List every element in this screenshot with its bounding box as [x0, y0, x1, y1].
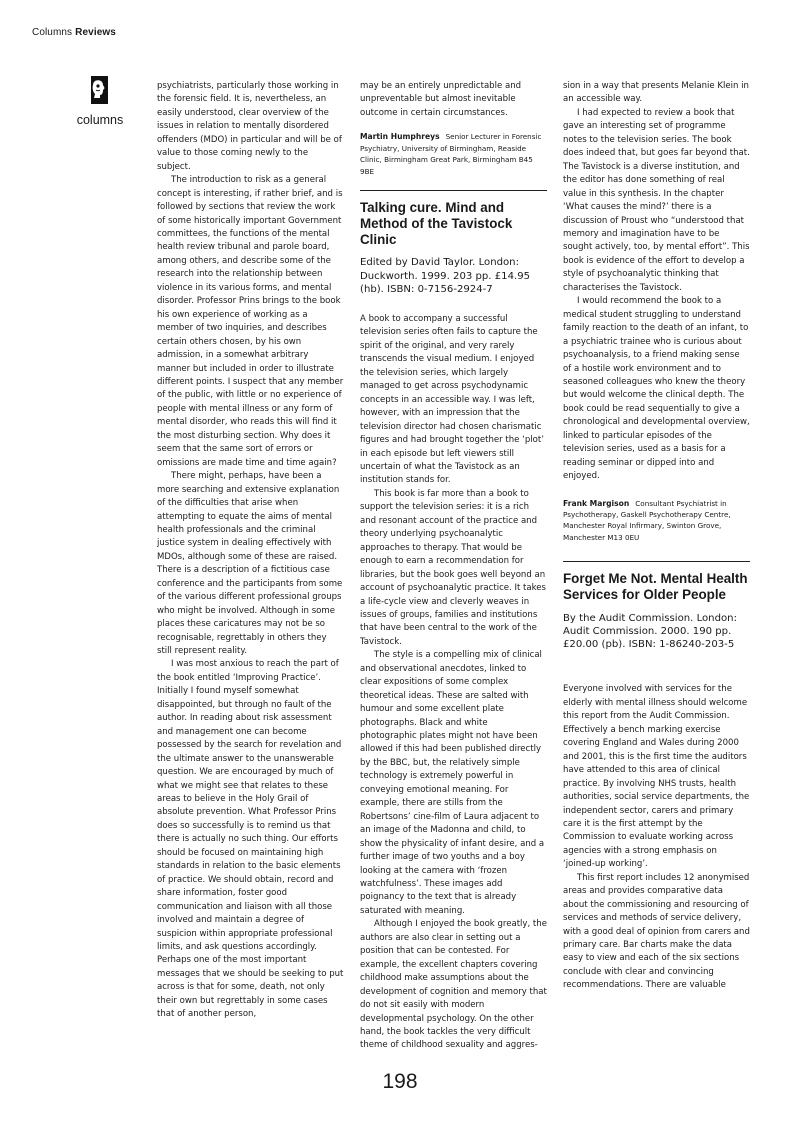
- col3-paragraph-4: This first report includes 12 anonymised areas and provides comparative data about the commissioning and resourcing of services and methods of service delivery, with a good deal of opinion from carers and primary care. Bar charts make the data easy to view and each of the six sections conclude with clear and convincing recommendations. There are valuable: [563, 872, 750, 991]
- col1-paragraph-4: I was most anxious to reach the part of the book entitled ‘Improving Practice’. Initially I found myself somewhat disappointed, but through no fault of the author. In reading about risk assessment and management one can become possessed by the search for revelation and the ultimate answer to the unanswerable question. We are encouraged by much of what we might see that relates to these areas to believe in the Holy Grail of absolute prevention. What Professor Prins does so successfully is to remind us that there is actually no such thing. Our efforts should be focused on maintaining high standards in relation to the basic elements of practice. We should obtain, record and share information, foster good communication and liaison with all those involved and maintain a degree of suspicion within appropriate professional limits, and ask questions accordingly. Perhaps one of the most important messages that we should be seeking to put across is that for some, death, not only their own but regrettably in some cases that of another person,: [157, 659, 344, 1020]
- col2-paragraph-1: A book to accompany a successful television series often fails to capture the spirit of the original, and very rarely transcends the visual medium. I enjoyed the television series, which largely managed to get across psychodynamic concepts in an accessible way. I was left, however, with an impression that the television director had chosen charismatic figures and had brought together the ‘plot’ in each episode but left viewers still uncertain of what the Tavistock as an institution stands for.: [360, 313, 544, 486]
- col2-paragraph-3: The style is a compelling mix of clinical and observational anecdotes, linked to clear expositions of some complex theoretical ideas. These are salted with humour and some excellent plate photographs. Black and white photographic plates might not have been allowed if this had been published directly by the BBC, but, the relatively simple technology is extremely powerful in conveying emotional meaning. For example, there are stills from the Robertsons’ cine-film of Laura adjacent to an image of the Madonna and child, to show the physicality of infant desire, and a further image of two youths and a boy looking at the camera with ‘frozen watchfulness’. These images add poignancy to the text that is already saturated with meaning.: [360, 650, 545, 916]
- reviewer-affiliation-2: Consultant Psychiatrist in Psychotherapy, Gaskell Psychotherapy Centre, Manchester Royal Infirmary, Swinton Grove, Manchester M13 0EU: [563, 498, 731, 542]
- col1-paragraph-2: The introduction to risk as a general concept is interesting, if rather brief, and is followed by sections that review the work of some historically important Government committees, the functions of the mental health review tribunal and parole board, among others, and describe some of the research into the relationship between violence in its various forms, and mental disorder. Professor Prins brings to the book his own experience of working as a member of two inquiries, and describes certain others chosen, by his own admission, in a somewhat arbitrary manner but included in order to illustrate different points. I suspect that any member of the public, with little or no experience of people with mental illness or any form of mental disorder, who reads this will find it the most disturbing section. Why does it seem that the same sort of errors or omissions are made time and time again?: [157, 175, 344, 468]
- column-2: [360, 80, 547, 1053]
- col3-paragraph-3: Everyone involved with services for the elderly with mental illness should welcome this report from the Audit Commission. Effectively a bench marking exercise covering England and Wales during 2000 and 2001, this is the first time the auditors have attended to this area of clinical practice. By involving NHS trusts, health authorities, social service departments, the independent sector, carers and primary care it is the first attempt by the Commission to evaluate working across agencies with a strong emphasis on ‘joined-up working’.: [563, 684, 750, 870]
- page-number: 198: [382, 1070, 418, 1093]
- section-divider-2: [563, 561, 750, 562]
- publication-details-forget-me-not: By the Audit Commission. London: Audit Commission. 2000. 190 pp. £20.00 (pb). ISBN: 1-86240-203-5: [563, 612, 737, 651]
- header-subsection: Reviews: [75, 27, 116, 38]
- reviewer-byline-2: [563, 498, 750, 544]
- col1-paragraph-3: There might, perhaps, have been a more searching and extensive explanation of the difficulties that arise when attempting to equate the aims of mental health professionals and the criminal justice system in dealing effectively with MDOs, although some of these are raised. There is a description of a fictitious case conference and the participants from some of the various different professional groups who might be involved. Although in some places these caricatures may not be so recognisable, regrettably in others they still represent reality.: [157, 471, 343, 657]
- logo-label: columns: [76, 113, 124, 127]
- columns-logo: [74, 76, 126, 127]
- column-1: [157, 80, 344, 1022]
- running-header: [32, 27, 116, 38]
- col1-paragraph-1: psychiatrists, particularly those working in the forensic field. It is, nevertheless, an easily understood, clear overview of the issues in relation to mentally disordered offenders (MDO) in particular and will be of value to those coming newly to the subject.: [157, 81, 342, 172]
- review-title-talking-cure: Talking cure. Mind and Method of the Tavistock Clinic: [360, 199, 513, 247]
- reviewer-name-1: Martin Humphreys: [360, 132, 440, 142]
- header-section: Columns: [32, 27, 73, 38]
- col3-paragraph-1: I had expected to review a book that gave an interesting set of programme notes to the television series. The book does indeed that, but goes far beyond that. The Tavistock is a diverse institution, and the editor has done something of real value in this synthesis. In the chapter ‘What causes the mind?’ there is a discussion of Proust who “understood that memory and imagination have to be sought actively, too, by mental effort”. This book is evidence of the effort to develop a style of psychoanalytic thinking that characterises the Tavistock.: [563, 107, 750, 293]
- reviewer-affiliation-1: Senior Lecturer in Forensic Psychiatry, University of Birmingham, Reaside Clinic, Birmingham Great Park, Birmingham B45 9BE: [360, 132, 542, 176]
- section-divider-1: [360, 190, 547, 191]
- publication-details-talking-cure: Edited by David Taylor. London: Duckworth. 1999. 203 pp. £14.95 (hb). ISBN: 0-7156-2924-7: [360, 257, 531, 295]
- reviewer-byline-1: [360, 131, 547, 177]
- col2-paragraph-2: This book is far more than a book to support the television series: it is a rich and resonant account of the practice and theory underlying psychoanalytic approaches to therapy. That would be enough to earn a recommendation for libraries, but the book goes well beyond an account of psychoanalytic practice. It takes a life-cycle view and cleverly weaves in issues of groups, families and institutions that have been central to the work of the Tavistock.: [360, 488, 546, 647]
- col3-paragraph-2: I would recommend the book to a medical student struggling to understand family reaction to the death of an infant, to a psychiatric trainee who is curious about psychoanalysis, to a friend making sense of a hostile work environment and to seasoned colleagues who knew the theory but would welcome the clinical depth. The book could be read sequentially to give a chronological and developmental overview, linked to particular episodes of the television series, used as a basis for a reading seminar or dipped into and enjoyed.: [563, 296, 750, 482]
- col2-paragraph-4: Although I enjoyed the book greatly, the authors are also clear in setting out a position that can be contested. For example, the excellent chapters covering childhood make assumptions about the development of cognition and memory that do not sit easily with modern developmental psychology. On the other hand, the book tackles the very difficult theme of childhood sexuality and aggres-: [360, 919, 547, 1051]
- review-title-forget-me-not: Forget Me Not. Mental Health Services for Older People: [563, 571, 748, 603]
- column-3: [563, 80, 750, 993]
- col2-lead-paragraph: may be an entirely unpredictable and unpreventable but almost inevitable outcome in certain circumstances.: [360, 81, 522, 118]
- profile-head-icon: [91, 76, 108, 104]
- reviewer-name-2: Frank Margison: [563, 498, 630, 508]
- col3-lead-paragraph: sion in a way that presents Melanie Klein in an accessible way.: [563, 81, 749, 105]
